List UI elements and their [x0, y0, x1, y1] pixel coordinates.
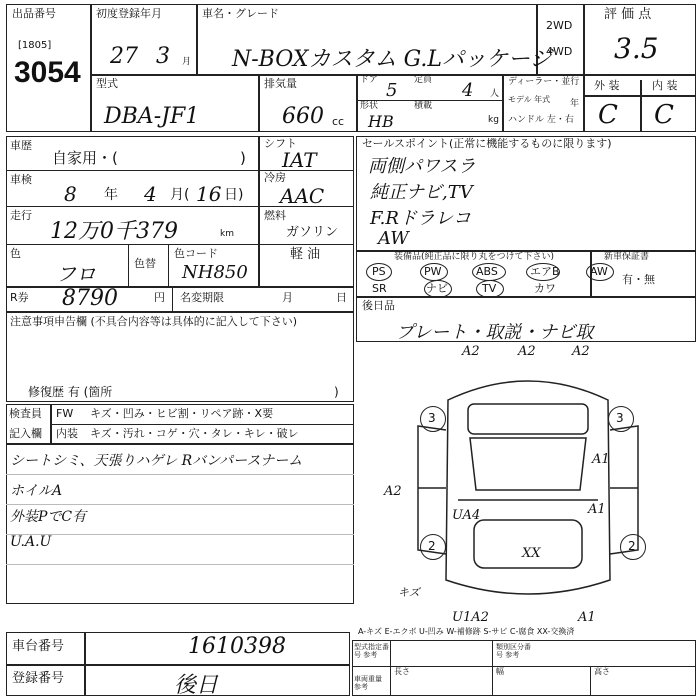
- capacity-label: 定員: [414, 75, 433, 85]
- class-ref-label: 類別区分番号 参考: [496, 643, 531, 659]
- chassis-value: 1610398: [188, 634, 286, 659]
- notes-label: 注意事項申告欄 (不具合内容等は具体的に記入して下さい): [10, 315, 298, 328]
- repair-label: 修復歴 有 (箇所: [28, 385, 113, 399]
- capacity-value: 4: [462, 80, 474, 101]
- door-label: ドア: [360, 75, 378, 85]
- damage-mark: XX: [522, 546, 541, 561]
- score-label: 評 価 点: [604, 7, 652, 22]
- new-book-label: 新車保証書: [604, 252, 650, 262]
- lot-number: 3054: [14, 56, 81, 89]
- first-reg-month-unit: 月: [182, 57, 192, 67]
- reg-label: 登録番号: [12, 671, 65, 686]
- insp-day-unit: 日): [224, 187, 244, 203]
- equip-sr: SR: [372, 282, 387, 295]
- car-grade-value: N-BOXカスタム G.Lパッケージ: [232, 47, 552, 72]
- recycle-label: R券: [10, 291, 29, 304]
- first-reg-month: 3: [156, 44, 170, 69]
- fuel-diesel: 軽 油: [290, 247, 321, 262]
- equip-abs: ABS: [476, 265, 498, 278]
- model-ref-label: 型式指定番号 参考: [354, 643, 389, 659]
- model-value: DBA-JF1: [104, 104, 200, 129]
- history-label: 車歴: [10, 139, 32, 152]
- insp-month: 4: [144, 182, 157, 206]
- exterior-grade: C: [598, 100, 618, 130]
- insp-month-unit: 月(: [170, 187, 190, 203]
- fw-label: FW: [56, 407, 74, 420]
- year-unit: 年: [570, 99, 580, 109]
- equip-tv: TV: [482, 282, 497, 295]
- recycle-unit: 円: [154, 291, 165, 304]
- name-change-label: 名変期限: [180, 291, 224, 304]
- width-label: 幅: [496, 667, 504, 676]
- car-grade-label: 車名・グレード: [202, 7, 279, 20]
- history-value: 自家用・(: [52, 149, 118, 167]
- after-items-label: 後日品: [362, 299, 395, 312]
- damage-mark: U1A2: [452, 610, 489, 625]
- length-label: 長さ: [394, 667, 410, 676]
- equip-pw: PW: [424, 265, 442, 278]
- damage-mark: A2: [518, 344, 536, 359]
- color-label: 色: [10, 247, 21, 260]
- new-book-value: 有・無: [622, 273, 655, 286]
- load-unit: kg: [488, 115, 499, 125]
- damage-mark: UA4: [452, 508, 481, 523]
- history-close: ): [240, 149, 246, 167]
- damage-mark: A2: [384, 484, 402, 499]
- lot-code: [1805]: [18, 40, 52, 51]
- capacity-unit: 人: [490, 89, 500, 99]
- note-line-4: U.A.U: [10, 534, 52, 550]
- color-value: フロ: [56, 262, 96, 286]
- tire-front-right: 3: [608, 406, 634, 432]
- shape-value: HB: [368, 112, 394, 131]
- shift-label: シフト: [264, 137, 297, 150]
- exterior-label: 外 装: [594, 79, 620, 92]
- tire-rear-left: 2: [420, 534, 446, 560]
- weight-ref-label: 車両重量 参考: [354, 675, 382, 691]
- color-change-label: 色替: [134, 257, 156, 270]
- reg-value: 後日: [174, 673, 219, 698]
- displacement-value: 660: [282, 104, 324, 129]
- sales-point-3: F.Rドラレコ: [370, 208, 471, 229]
- load-label: 積載: [414, 101, 433, 111]
- equipment-label: 装備品(純正品に限り丸をつけて下さい): [394, 252, 555, 262]
- equip-leather: カワ: [534, 282, 556, 295]
- equip-airbag: エアB: [530, 265, 560, 278]
- ac-label: 冷房: [264, 171, 286, 184]
- note-line-2: ホイルA: [10, 483, 63, 499]
- sales-point-1: 両側パワスラ: [368, 156, 476, 177]
- inspection-label: 車検: [10, 173, 32, 186]
- shape-label: 形状: [360, 101, 379, 111]
- damage-mark: A1: [588, 502, 606, 517]
- score-value: 3.5: [614, 32, 659, 65]
- entry-label: 記入欄: [9, 427, 42, 440]
- displacement-unit: cc: [332, 115, 345, 128]
- lot-label: 出品番号: [12, 7, 56, 20]
- model-year-label: モデル 年式: [508, 95, 551, 104]
- chassis-label: 車台番号: [12, 639, 65, 654]
- tire-front-left: 3: [420, 406, 446, 432]
- sales-label: セールスポイント(正常に機能するものに限ります): [362, 137, 612, 150]
- damage-mark: キズ: [398, 586, 420, 599]
- damage-mark: A2: [462, 344, 480, 359]
- interior-label: 内 装: [652, 79, 678, 92]
- after-items-value: プレート・取説・ナビ取: [396, 322, 594, 343]
- interior-grade: C: [654, 100, 674, 130]
- handle-label: ハンドル 左・右: [508, 115, 574, 125]
- fw-items: キズ・凹み・ヒビ割・リペア跡・X要: [90, 407, 274, 420]
- first-reg-year: 27: [110, 44, 138, 69]
- model-label: 型式: [96, 77, 118, 90]
- drive-4wd: 4WD: [546, 45, 573, 58]
- repair-close: ): [334, 385, 339, 399]
- height-label: 高さ: [594, 667, 610, 676]
- note-line-1: シートシミ、天張りハゲレ Rバンパースナーム: [10, 453, 303, 469]
- mileage-label: 走行: [10, 209, 32, 222]
- name-change-month: 月: [282, 291, 293, 304]
- drive-2wd: 2WD: [546, 19, 573, 32]
- damage-mark: A1: [578, 610, 596, 625]
- mileage-unit: km: [220, 229, 234, 239]
- insp-day: 16: [196, 182, 222, 206]
- damage-legend: A-キズ E-エクボ U-凹み W-補修跡 S-サビ C-腐食 XX-交換済: [358, 627, 575, 636]
- tire-rear-right: 2: [620, 534, 646, 560]
- equip-aw: AW: [590, 265, 608, 278]
- fuel-label: 燃料: [264, 209, 286, 222]
- fuel-gas: ガソリン: [286, 225, 339, 240]
- note-line-3: 外装PでC有: [10, 509, 87, 525]
- shift-value: IAT: [282, 148, 317, 172]
- ac-value: AAC: [280, 184, 325, 208]
- door-value: 5: [386, 80, 398, 101]
- interior-entry-items: キズ・汚れ・コゲ・穴・タレ・キレ・破レ: [90, 427, 299, 440]
- interior-entry-label: 内装: [56, 427, 78, 440]
- insp-year: 8: [64, 182, 77, 206]
- equip-navi: ナビ: [426, 282, 448, 295]
- inspector-label: 検査員: [9, 407, 42, 420]
- insp-year-unit: 年: [104, 187, 118, 203]
- recycle-value: 8790: [62, 286, 118, 311]
- damage-mark: A1: [592, 452, 610, 467]
- color-code-value: NH850: [182, 262, 248, 283]
- color-code-label: 色コード: [174, 247, 218, 260]
- equip-ps: PS: [372, 265, 386, 278]
- name-change-day: 日: [336, 291, 347, 304]
- mileage-value: 12万0千379: [50, 219, 178, 244]
- displacement-label: 排気量: [264, 77, 297, 90]
- dealer-label: ディーラー・並行: [508, 77, 580, 87]
- sales-point-4: AW: [378, 228, 409, 249]
- sales-point-2: 純正ナビ,TV: [370, 182, 473, 203]
- first-reg-label: 初度登録年月: [96, 7, 162, 20]
- damage-mark: A2: [572, 344, 590, 359]
